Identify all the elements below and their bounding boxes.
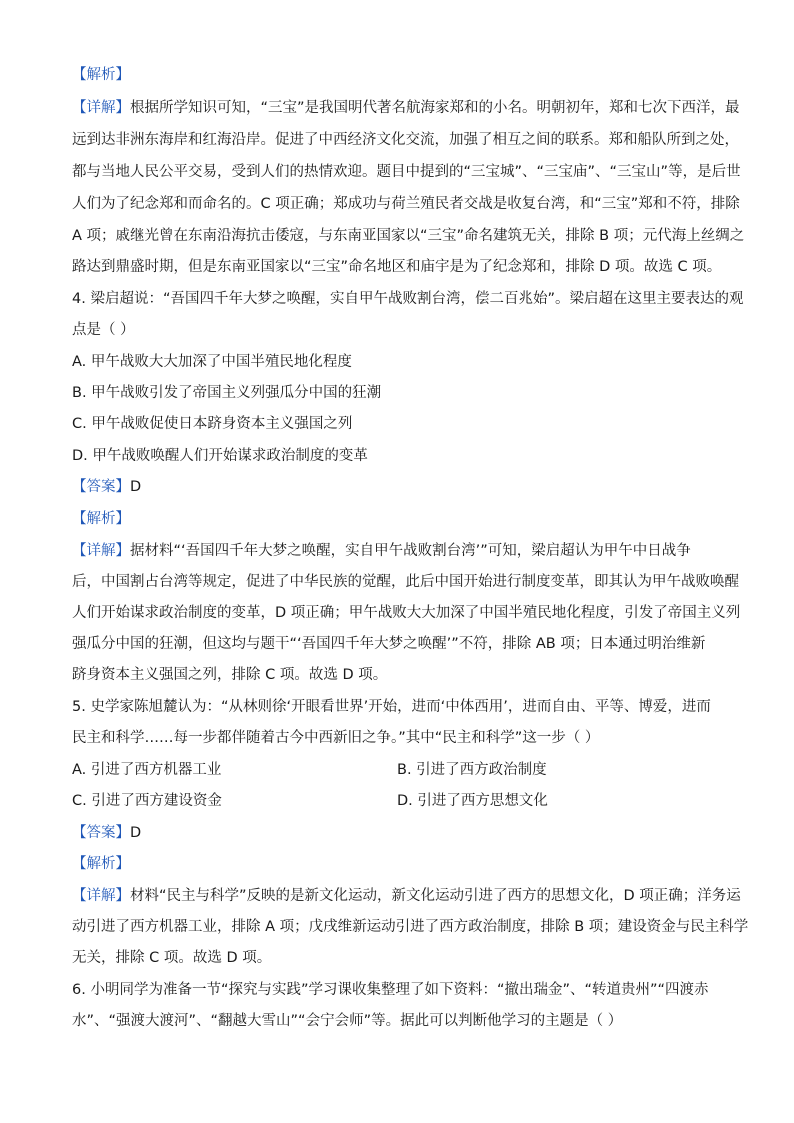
option-d: D. 甲午战败唤醒人们开始谋求政治制度的变革 xyxy=(72,448,368,464)
question-stem: 4. 梁启超说：“吾国四千年大梦之唤醒，实自甲午战败割台湾，偿二百兆始”。梁启超在这里主要表达的观 xyxy=(72,291,744,307)
answer-value: D xyxy=(130,825,142,841)
detail-line: 跻身资本主义强国之列，排除 C 项。故选 D 项。 xyxy=(72,667,388,683)
answer-label: 【答案】 xyxy=(72,825,130,841)
analysis-label: 【解析】 xyxy=(72,856,130,872)
detail-line: 远到达非洲东海岸和红海沿岸。促进了中西经济文化交流，加强了相互之间的联系。郑和船队所到之处， xyxy=(72,132,739,148)
option-b: B. 引进了西方政治制度 xyxy=(397,762,547,778)
detail-line: 动引进了西方机器工业，排除 A 项；戊戌维新运动引进了西方政治制度，排除 B 项；建设资金与民主科学 xyxy=(72,919,749,935)
question-stem: 6. 小明同学为准备一节“探究与实践”学习课收集整理了如下资料：“撤出瑞金”、“转道贵州”“四渡赤 xyxy=(72,982,709,998)
detail-line: 都与当地人民公平交易，受到人们的热情欢迎。题目中提到的“三宝城”、“三宝庙”、“三宝山”等，是后世 xyxy=(72,164,741,180)
question-stem: 水”、“强渡大渡河”、“翻越大雪山”“会宁会师”等。据此可以判断他学习的主题是（ ） xyxy=(72,1013,623,1029)
answer-line xyxy=(72,823,141,843)
detail-line: 无关，排除 C 项。故选 D 项。 xyxy=(72,950,272,966)
detail-text: 材料“民主与科学”反映的是新文化运动，新文化运动引进了西方的思想文化，D 项正确；洋务运 xyxy=(130,888,741,904)
detail-line xyxy=(72,98,740,118)
option-a: A. 甲午战败大大加深了中国半殖民地化程度 xyxy=(72,354,352,370)
detail-line: 后，中国割占台湾等规定，促进了中华民族的觉醒，此后中国开始进行制度变革，即其认为甲午战败唤醒 xyxy=(72,574,739,590)
option-a: A. 引进了西方机器工业 xyxy=(72,762,222,778)
question-stem: 民主和科学……每一步都伴随着古今中西新旧之争。”其中“民主和科学”这一步（ ） xyxy=(72,730,600,746)
detail-line: 路达到鼎盛时期，但是东南亚国家以“三宝”命名地区和庙宇是为了纪念郑和，排除 D 项。故选 C 项。 xyxy=(72,259,722,275)
analysis-label: 【解析】 xyxy=(72,511,130,527)
answer-line xyxy=(72,477,141,497)
option-c: C. 引进了西方建设资金 xyxy=(72,793,222,809)
option-c: C. 甲午战败促使日本跻身资本主义强国之列 xyxy=(72,416,353,432)
answer-value: D xyxy=(130,479,142,495)
question-stem: 点是（ ） xyxy=(72,322,135,338)
detail-line xyxy=(72,541,691,561)
detail-line: 强瓜分中国的狂潮，但这均与题干“‘吾国四千年大梦之唤醒’”不符，排除 AB 项；日本通过明治维新 xyxy=(72,636,706,652)
detail-line: A 项；戚继光曾在东南沿海抗击倭寇，与东南亚国家以“三宝”命名建筑无关，排除 B 项；元代海上丝绸之 xyxy=(72,228,745,244)
detail-label: 【详解】 xyxy=(72,100,130,116)
detail-line: 人们为了纪念郑和而命名的。C 项正确；郑成功与荷兰殖民者交战是收复台湾，和“三宝”郑和不符，排除 xyxy=(72,196,740,212)
answer-label: 【答案】 xyxy=(72,479,130,495)
detail-line: 人们开始谋求政治制度的变革，D 项正确；甲午战败大大加深了中国半殖民地化程度，引发了帝国主义列 xyxy=(72,605,741,621)
option-d: D. 引进了西方思想文化 xyxy=(397,793,548,809)
question-stem: 5. 史学家陈旭麓认为：“从林则徐‘开眼看世界’开始，进而‘中体西用’，进而自由、平等、博爱，进而 xyxy=(72,699,711,715)
detail-text: 根据所学知识可知，“三宝”是我国明代著名航海家郑和的小名。明朝初年，郑和七次下西洋，最 xyxy=(130,100,740,116)
detail-text: 据材料“‘吾国四千年大梦之唤醒，实自甲午战败割台湾’”可知，梁启超认为甲午中日战争 xyxy=(130,543,691,559)
detail-label: 【详解】 xyxy=(72,543,130,559)
option-b: B. 甲午战败引发了帝国主义列强瓜分中国的狂潮 xyxy=(72,385,382,401)
detail-line xyxy=(72,886,741,906)
analysis-label: 【解析】 xyxy=(72,67,130,83)
detail-label: 【详解】 xyxy=(72,888,130,904)
